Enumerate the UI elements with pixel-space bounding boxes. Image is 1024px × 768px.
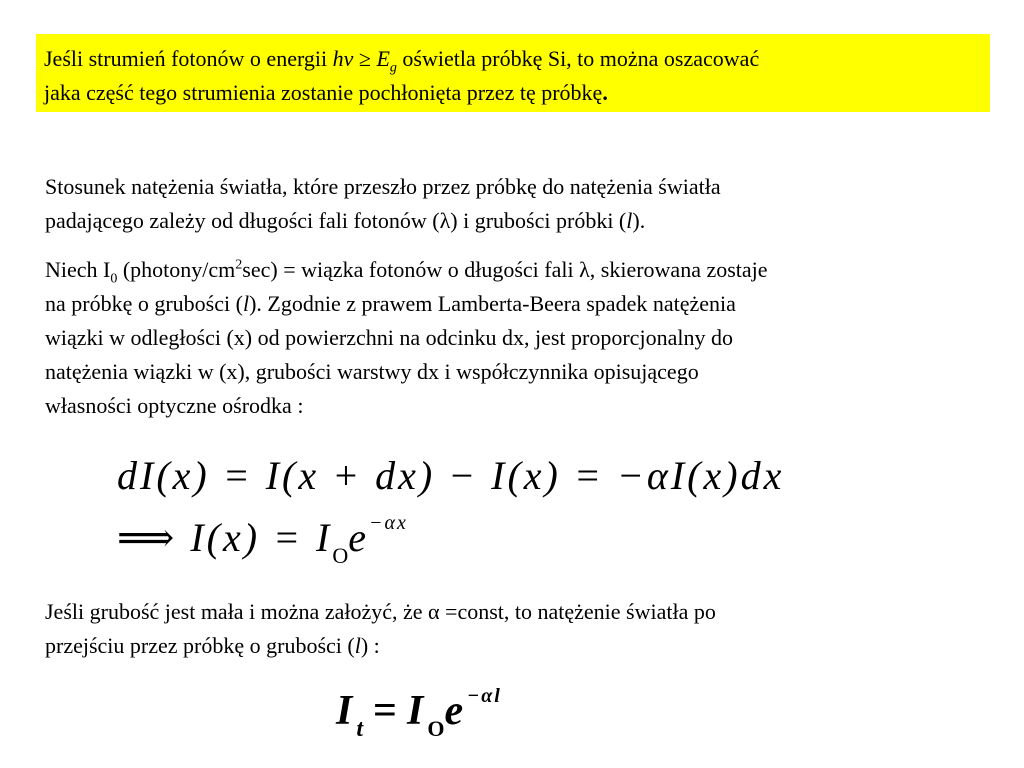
intro-text-3: jaka część tego strumienia zostanie pochłonięta przez tę próbkę [44, 80, 603, 105]
para2-h: własności optyczne ośrodka : [45, 393, 304, 418]
intro-hv: hv [332, 46, 354, 71]
eq2-sub0: O [332, 543, 349, 568]
eq3-equals: = [373, 688, 401, 734]
para2-l: l [242, 291, 250, 316]
equation-transmitted-intensity [336, 685, 502, 743]
para1-line1: Stosunek natężenia światła, które przeszło przez próbkę do natężenia światła [45, 174, 721, 199]
paragraph-lambert-beer [45, 253, 995, 423]
intro-text-2: oświetla próbkę Si, to można oszacować [396, 46, 760, 71]
para2-sup2: 2 [235, 257, 243, 273]
para2-e: ). Zgodnie z prawem Lamberta-Beera spadek natężenia [249, 291, 736, 316]
para2-a: Niech I [45, 257, 111, 282]
para2-d: na próbkę o grubości ( [45, 291, 243, 316]
para2-b: (photony/cm [117, 257, 236, 282]
para2-g: natężenia wiązki w (x), grubości warstwy dx i współczynnika opisującego [45, 359, 699, 384]
para3-l: l [354, 633, 361, 658]
eq3-t: t [356, 716, 368, 742]
eq3-e: e [444, 688, 468, 734]
para3-line1: Jeśli grubość jest mała i można założyć, że α =const, to natężenie światła po [45, 599, 716, 624]
eq3-I0: I [406, 688, 428, 734]
eq3-exponent: −αl [467, 685, 502, 707]
para1-line2a: padającego zależy od długości fali fotonów (λ) i grubości próbki ( [45, 208, 627, 233]
para3-line2b: ) : [360, 633, 380, 658]
implies-arrow: ⟹ [117, 515, 178, 560]
para3-line2a: przejściu przez próbkę o grubości ( [45, 633, 355, 658]
eq2-lhs: I(x) = I [190, 515, 333, 560]
eq3-sub0: O [427, 716, 445, 741]
eq2-exponent: −αx [369, 512, 408, 534]
intro-g: g [389, 60, 397, 76]
intro-text-1: Jeśli strumień fotonów o energii [44, 46, 333, 71]
equation-solution [117, 512, 408, 569]
para1-l: l [626, 208, 633, 233]
intro-E: E [376, 46, 390, 71]
intro-highlight-box [36, 34, 990, 112]
paragraph-ratio [45, 170, 995, 238]
para2-c: sec) = wiązka fotonów o długości fali λ, skierowana zostaje [242, 257, 768, 282]
para2-sub0: 0 [110, 271, 118, 287]
eq3-I: I [336, 688, 357, 734]
equation-differential: dI(x) = I(x + dx) − I(x) = −αI(x)dx [117, 453, 785, 498]
para2-f: wiązki w odległości (x) od powierzchni na odcinku dx, jest proporcjonalny do [45, 325, 733, 350]
eq2-e: e [348, 515, 370, 560]
para1-line2b: ). [632, 208, 646, 233]
intro-geq: ≥ [353, 46, 377, 71]
paragraph-small-thickness [45, 595, 995, 663]
intro-dot: . [602, 80, 608, 105]
